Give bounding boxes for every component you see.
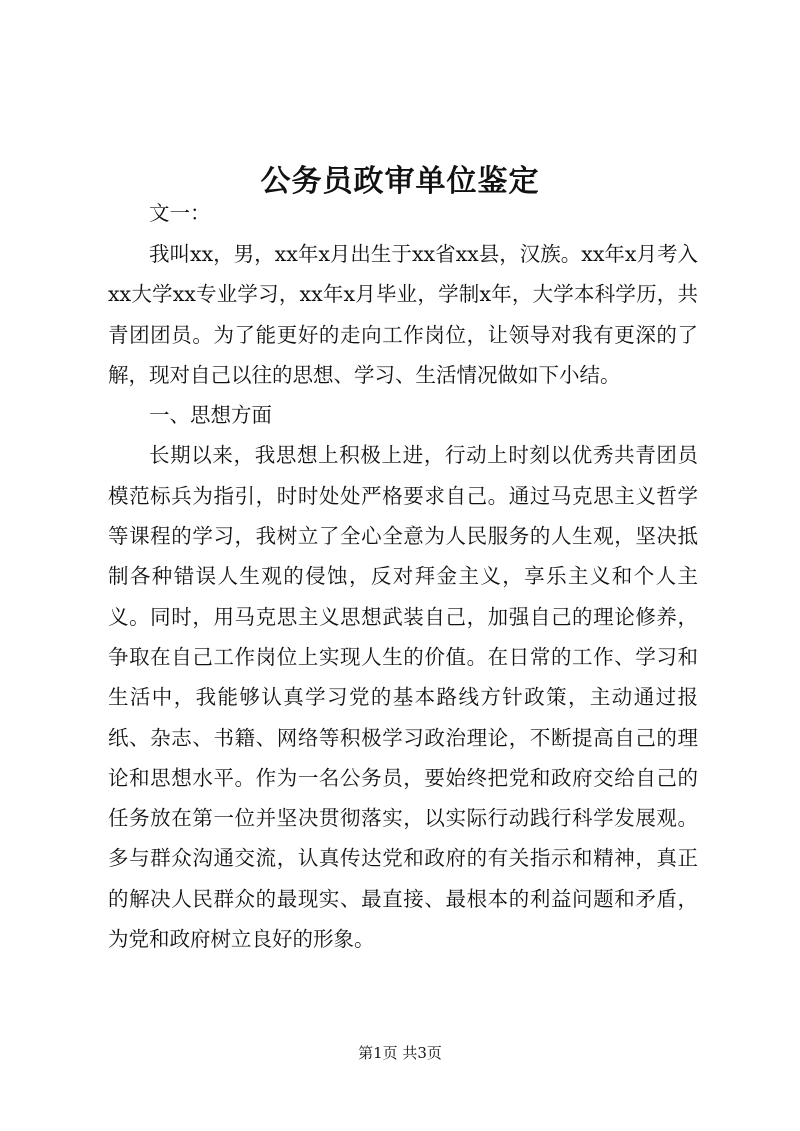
paragraph-thought: 长期以来，我思想上积极上进，行动上时刻以优秀共青团员模范标兵为指引，时时处处严格要求自己。通过马克思主义哲学等课程的学习，我树立了全心全意为人民服务的人生观，坚决抵制各种错误人生观的侵蚀，反对拜金主义，享乐主义和个人主义。同时，用马克思主义思想武装自己，加强自己的理论修养，争取在自己工作岗位上实现人生的价值。在日常的工作、学习和生活中，我能够认真学习党的基本路线方针政策，主动通过报纸、杂志、书籍、网络等积极学习政治理论，不断提高自己的理论和思想水平。作为一名公务员，要始终把党和政府交给自己的任务放在第一位并坚决贯彻落实，以实际行动践行科学发展观。多与群众沟通交流，认真传达党和政府的有关指示和精神，真正的解决人民群众的最现实、最直接、最根本的利益问题和矛盾，为党和政府树立良好的形象。	[108, 443, 698, 952]
document-body	[108, 193, 698, 959]
section-heading-thought: 一、思想方面	[149, 403, 272, 428]
paragraph-personal-info: 我叫xx，男，xx年x月出生于xx省xx县，汉族。xx年x月考入xx大学xx专业学习，xx年x月毕业，学制x年，大学本科学历，共青团团员。为了能更好的走向工作岗位，让领导对我有更深的了解，现对自己以往的思想、学习、生活情况做如下小结。	[108, 241, 698, 387]
paragraph-intro-label: 文一：	[149, 201, 211, 225]
document-title: 公务员政审单位鉴定	[260, 164, 540, 200]
page-footer: 第1页 共3页	[358, 1044, 442, 1062]
